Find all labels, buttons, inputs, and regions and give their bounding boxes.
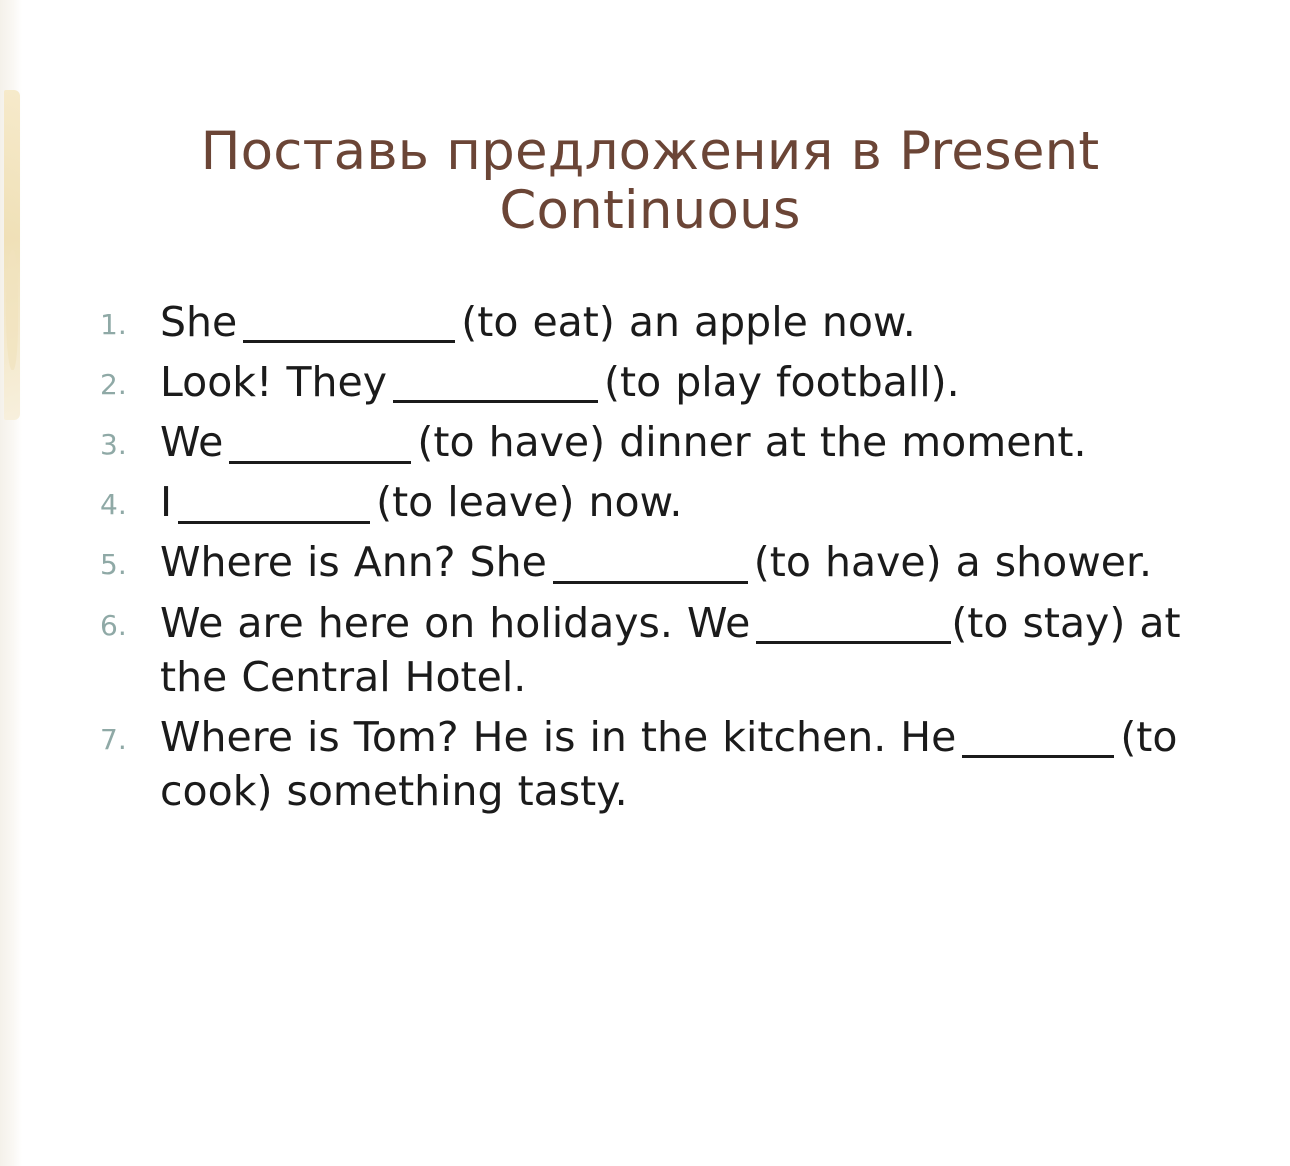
sentence-after: (to stay) at the Central Hotel. [160,598,1181,701]
answer-blank[interactable] [178,482,370,524]
sentence-before: We are here on holidays. We [160,598,751,647]
item-number: 5. [100,548,127,582]
item-number: 1. [100,308,127,341]
list-item [86,415,1256,469]
sentence-before: I [160,478,173,527]
answer-blank[interactable] [553,542,748,584]
answer-blank[interactable] [962,716,1114,758]
decorative-left-accent-secondary [6,250,18,370]
sentence-after: (to have) a shower. [753,538,1153,587]
item-number: 2. [100,368,127,402]
sentence-before: Where is Ann? She [160,538,547,587]
answer-blank[interactable] [756,602,951,644]
list-item [86,535,1256,589]
item-sentence [160,415,1256,469]
sentence-after: (to play football). [604,358,960,407]
sentence-before: Where is Tom? He is in the kitchen. He [160,712,957,761]
item-number: 3. [100,428,127,462]
item-sentence [160,535,1256,589]
answer-blank[interactable] [393,362,598,404]
sentence-after: (to leave) now. [376,478,683,527]
item-number: 6. [100,608,127,642]
list-item [86,475,1256,529]
answer-blank[interactable] [229,422,411,464]
item-number: 4. [100,488,127,522]
list-item [86,295,1256,349]
answer-blank[interactable] [243,301,455,343]
list-item [86,710,1256,818]
sentence-after: (to cook) something tasty. [160,712,1178,815]
sentence-before: Look! They [160,358,388,407]
sentence-before: We [160,418,224,467]
item-sentence [160,596,1256,704]
page-title: Поставь предложения в Present Continuous [200,121,1100,242]
sentence-after: (to eat) an apple now. [461,298,916,346]
list-item [86,596,1256,704]
item-number: 7. [100,722,127,756]
exercise-list [86,295,1256,824]
sentence-after: (to have) dinner at the moment. [417,418,1087,467]
sentence-before: She [160,298,238,346]
list-item [86,355,1256,409]
item-sentence [160,710,1256,818]
item-sentence [160,355,1256,409]
item-sentence [160,295,1256,349]
item-sentence [160,475,1256,529]
